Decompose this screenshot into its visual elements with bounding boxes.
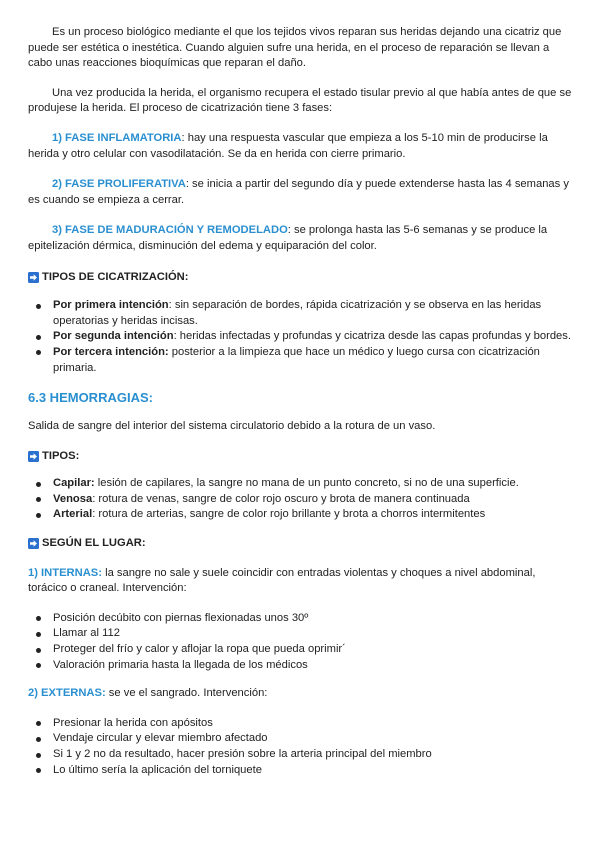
list-item bbox=[28, 507, 574, 523]
tipos-title: TIPOS: bbox=[42, 449, 80, 462]
item-label: Arterial bbox=[53, 508, 93, 521]
list-item bbox=[28, 492, 574, 508]
tipos-cicatrizacion-title: TIPOS DE CICATRIZACIÓN: bbox=[42, 270, 189, 283]
item-text: posterior a la limpieza que hace un médico y luego cursa con cicatrización primaria. bbox=[53, 345, 540, 374]
item-label: Capilar: bbox=[53, 477, 95, 490]
phase-2-text: : se inicia a partir del segundo día y puede extenderse hasta las 4 semanas y es cuando se empieza a cerrar. bbox=[28, 178, 569, 206]
item-text: : rotura de arterias, sangre de color rojo brillante y brota a chorros intermitentes bbox=[92, 508, 486, 521]
document-content bbox=[28, 25, 574, 778]
right-arrow-icon bbox=[28, 538, 39, 549]
intro-paragraph-1: Es un proceso biológico mediante el que los tejidos vivos reparan sus heridas dejando una cicatriz que puede ser estética o inestética. Cuando alguien sufre una herida, en el proceso de reparación se llevan a cabo unas reacciones bioquímicas que reparan el daño. bbox=[28, 26, 562, 70]
list-item bbox=[28, 329, 574, 345]
tipos-heading bbox=[28, 449, 574, 465]
section-title: 6.3 HEMORRAGIAS: bbox=[28, 390, 153, 406]
externas-label: 2) EXTERNAS: bbox=[28, 687, 106, 700]
hemorragias-definition: Salida de sangre del interior del sistema circulatorio debido a la rotura de un vaso. bbox=[28, 420, 436, 433]
list-item: Llamar al 112 bbox=[28, 626, 574, 642]
internas-list bbox=[28, 611, 574, 673]
list-item bbox=[28, 476, 574, 492]
internas-label: 1) INTERNAS: bbox=[28, 566, 102, 579]
phase-2-label: 2) FASE PROLIFERATIVA bbox=[52, 178, 186, 191]
item-label: Por segunda intención bbox=[53, 330, 174, 343]
item-text: : heridas infectadas y profundas y cicatriza desde las capas profundas y bordes. bbox=[173, 330, 571, 343]
right-arrow-icon bbox=[28, 451, 39, 462]
right-arrow-icon bbox=[28, 272, 39, 283]
item-text: : sin separación de bordes, rápida cicatrización y se observa en las heridas operatorias y heridas incisas. bbox=[53, 299, 542, 327]
segun-lugar-heading bbox=[28, 536, 574, 552]
phase-2-paragraph bbox=[28, 177, 574, 208]
internas-text: la sangre no sale y suele coincidir con entradas violentas y choques a nivel abdominal, torácico o craneal. Intervención: bbox=[28, 566, 536, 595]
item-text: : rotura de venas, sangre de color rojo oscuro y brota de manera continuada bbox=[92, 492, 470, 505]
phase-3-label: 3) FASE DE MADURACIÓN Y REMODELADO bbox=[52, 224, 288, 237]
phase-1-paragraph bbox=[28, 131, 574, 162]
item-label: Por primera intención bbox=[53, 299, 169, 312]
list-item bbox=[28, 298, 574, 329]
tipos-cicatrizacion-list bbox=[28, 298, 574, 376]
tipos-cicatrizacion-heading bbox=[28, 270, 574, 286]
tipos-list bbox=[28, 476, 574, 523]
list-item: Vendaje circular y elevar miembro afectado bbox=[28, 731, 574, 747]
phase-3-text: : se prolonga hasta las 5-6 semanas y se produce la epitelización dérmica, disminución del edema y equiparación del color. bbox=[28, 224, 548, 252]
intro-paragraph-2: Una vez producida la herida, el organismo recupera el estado tisular previo al que había antes de que se produjese la herida. El proceso de cicatrización tiene 3 fases: bbox=[28, 86, 572, 115]
phase-1-label: 1) FASE INFLAMATORIA bbox=[52, 131, 182, 144]
list-item: Proteger del frío y calor y aflojar la ropa que pueda oprimir´ bbox=[28, 642, 574, 658]
segun-lugar-title: SEGÚN EL LUGAR: bbox=[42, 537, 146, 550]
externas-text: se ve el sangrado. Intervención: bbox=[105, 687, 268, 700]
externas-paragraph bbox=[28, 686, 574, 702]
item-label: Por tercera intención: bbox=[53, 345, 169, 358]
externas-list bbox=[28, 716, 574, 778]
item-label: Venosa bbox=[53, 492, 93, 505]
list-item: Presionar la herida con apósitos bbox=[28, 716, 574, 732]
item-text: lesión de capilares, la sangre no mana de un punto concreto, si no de una superficie. bbox=[94, 477, 519, 490]
internas-paragraph bbox=[28, 566, 574, 597]
list-item bbox=[28, 345, 574, 376]
list-item: Lo último sería la aplicación del torniquete bbox=[28, 763, 574, 779]
list-item: Posición decúbito con piernas flexionadas unos 30º bbox=[28, 611, 574, 627]
phase-1-text: : hay una respuesta vascular que empieza a los 5-10 min de producirse la herida y otro celular con vasodilatación. Se da en herida con cierre primario. bbox=[28, 131, 548, 160]
list-item: Si 1 y 2 no da resultado, hacer presión sobre la arteria principal del miembro bbox=[28, 747, 574, 763]
list-item: Valoración primaria hasta la llegada de los médicos bbox=[28, 658, 574, 674]
phase-3-paragraph bbox=[28, 223, 574, 254]
